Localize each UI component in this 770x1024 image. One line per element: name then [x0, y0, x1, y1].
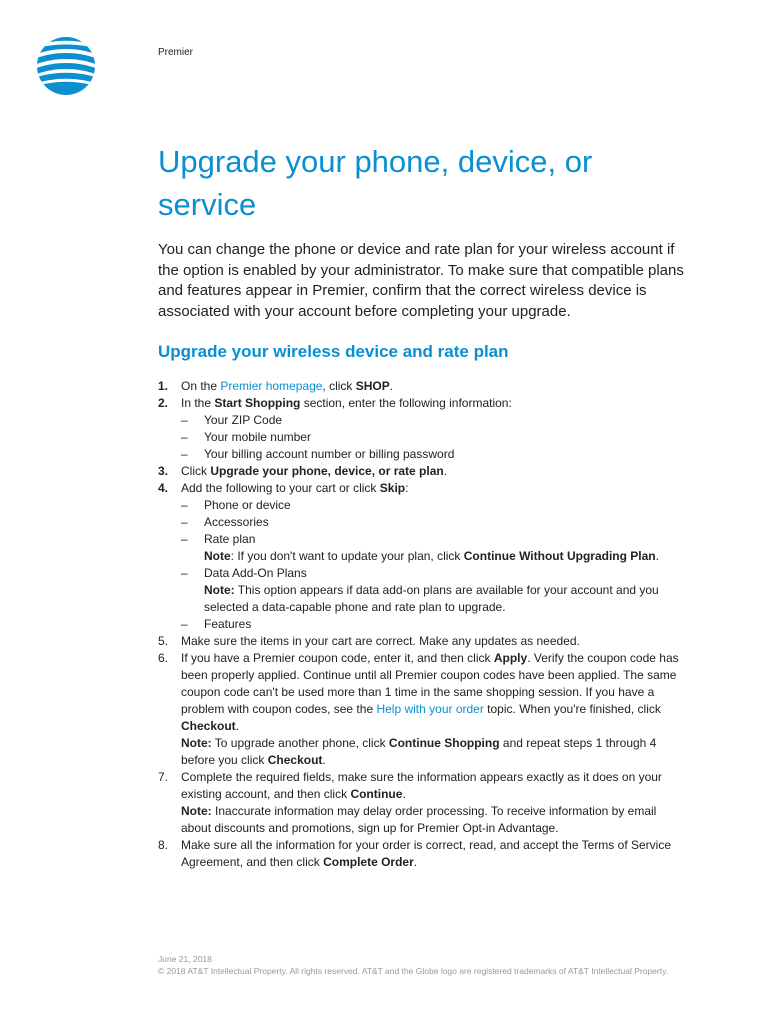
step-number: 8.	[158, 838, 169, 852]
note-text: : If you don't want to update your plan, click	[230, 549, 464, 563]
step-text: .	[413, 855, 418, 869]
step-7	[158, 769, 688, 837]
section-heading: Upgrade your wireless device and rate plan	[158, 342, 509, 361]
step-text: section, enter the following information:	[300, 396, 512, 410]
step-text: Click	[181, 464, 211, 478]
step-bold-text: Upgrade your phone, device, or rate plan	[210, 464, 444, 478]
document-body	[158, 140, 688, 871]
note-bold-text: Checkout	[267, 753, 323, 767]
step-3	[158, 463, 688, 480]
sub-list-item: – Your mobile number	[181, 430, 311, 444]
step-number: 7.	[158, 770, 169, 784]
header-brand-label: Premier	[158, 47, 194, 58]
steps-list	[158, 378, 688, 871]
step-text: Make sure all the information for your order is correct, read, and accept the Terms of Service Agreement, and then click	[181, 838, 671, 869]
note-text: and repeat steps 1 through 4 before you click	[181, 736, 657, 767]
sub-list-item: – Features	[181, 617, 252, 631]
sub-item-text: Your ZIP Code	[204, 413, 283, 427]
step-4	[158, 480, 688, 633]
step-number: 4.	[158, 481, 169, 495]
note-text: .	[655, 549, 659, 563]
note-text: To upgrade another phone, click	[211, 736, 389, 750]
sub-item-text: Phone or device	[204, 498, 291, 512]
step-text: :	[405, 481, 409, 495]
sub-item-text: Features	[204, 617, 252, 631]
note-label: Note	[204, 549, 231, 563]
step-bold-text: Checkout	[181, 719, 236, 733]
step-number: 2.	[158, 396, 169, 410]
step-number: 3.	[158, 464, 169, 478]
sub-item-text: Your billing account number or billing password	[204, 447, 455, 461]
sub-list-item: – Accessories	[181, 515, 269, 529]
att-globe-logo	[36, 36, 96, 96]
step-6	[158, 650, 688, 769]
sub-list	[181, 412, 688, 463]
step-bold-text: Skip	[379, 481, 406, 495]
step-text: .	[402, 787, 406, 801]
note-label: Note:	[204, 583, 235, 597]
step-text: .	[443, 464, 448, 478]
help-with-your-order-link[interactable]: Help with your order	[376, 702, 484, 716]
note-text: Inaccurate information may delay order processing. To receive information by email about discounts and promotions, sign up for Premier Opt-in Advantage.	[181, 804, 657, 835]
sub-list-item: – Data Add-On Plans Note: This option appears if data add-on plans are available for your account and you selected a data-capable phone and rate plan to upgrade.	[181, 566, 659, 614]
step-text: . Verify the coupon code has been properly applied. Continue until all Premier coupon codes have been applied. The same coupon code can't be used more than 1 time in the same shopping session. If you have a problem with coupon codes, see the	[181, 651, 679, 716]
sub-list-item: – Rate plan Note: If you don't want to update your plan, click Continue Without Upgrading Plan.	[181, 532, 659, 563]
sub-item-text: Your mobile number	[204, 430, 311, 444]
step-8	[158, 837, 688, 871]
note-text: This option appears if data add-on plans are available for your account and you selected a data-capable phone and rate plan to upgrade.	[204, 583, 659, 614]
intro-paragraph: You can change the phone or device and rate plan for your wireless account if the option is enabled by your administrator. To make sure that compatible plans and features appear in Premier, confirm that the correct wireless device is associated with your account before completing your upgrade.	[158, 241, 684, 320]
step-text: Make sure the items in your cart are correct. Make any updates as needed.	[181, 634, 580, 648]
step-text: If you have a Premier coupon code, enter it, and then click	[181, 651, 494, 665]
step-number: 1.	[158, 379, 169, 393]
note-label: Note:	[181, 804, 212, 818]
step-bold-text: Continue	[350, 787, 403, 801]
step-1	[158, 378, 688, 395]
step-text: On the	[181, 379, 221, 393]
note-label: Note:	[181, 736, 212, 750]
footer-date: June 21, 2018	[158, 954, 212, 964]
sub-list-item: – Your ZIP Code	[181, 413, 283, 427]
note-text: .	[322, 753, 326, 767]
sub-list-item: – Your billing account number or billing password	[181, 447, 455, 461]
premier-homepage-link[interactable]: Premier homepage	[220, 379, 323, 393]
step-2	[158, 395, 688, 463]
page-footer	[158, 953, 678, 977]
step-number: 6.	[158, 651, 169, 665]
step-text: topic. When you're finished, click	[483, 702, 661, 716]
sub-list-item: – Phone or device	[181, 498, 291, 512]
step-text: .	[389, 379, 394, 393]
sub-item-text: Data Add-On Plans	[204, 566, 307, 580]
step-text: In the	[181, 396, 215, 410]
sub-item-text: Rate plan	[204, 532, 256, 546]
step-text: Complete the required fields, make sure the information appears exactly as it does on your existing account, and then click	[181, 770, 662, 801]
footer-copyright: © 2018 AT&T Intellectual Property. All rights reserved. AT&T and the Globe logo are registered trademarks of AT&T Intellectual Property.	[158, 966, 669, 976]
step-bold-text: Start Shopping	[214, 396, 301, 410]
step-number: 5.	[158, 634, 169, 648]
note-bold-text: Continue Without Upgrading Plan	[463, 549, 656, 563]
sub-item-text: Accessories	[204, 515, 269, 529]
step-text: Add the following to your cart or click	[181, 481, 380, 495]
step-bold-text: Apply	[493, 651, 528, 665]
page-title: Upgrade your phone, device, or service	[158, 144, 593, 222]
step-5	[158, 633, 688, 650]
sub-list	[181, 497, 688, 633]
step-bold-text: Complete Order	[323, 855, 414, 869]
step-text: , click	[322, 379, 356, 393]
step-bold-text: SHOP	[355, 379, 390, 393]
note-bold-text: Continue Shopping	[388, 736, 500, 750]
step-text: .	[235, 719, 240, 733]
